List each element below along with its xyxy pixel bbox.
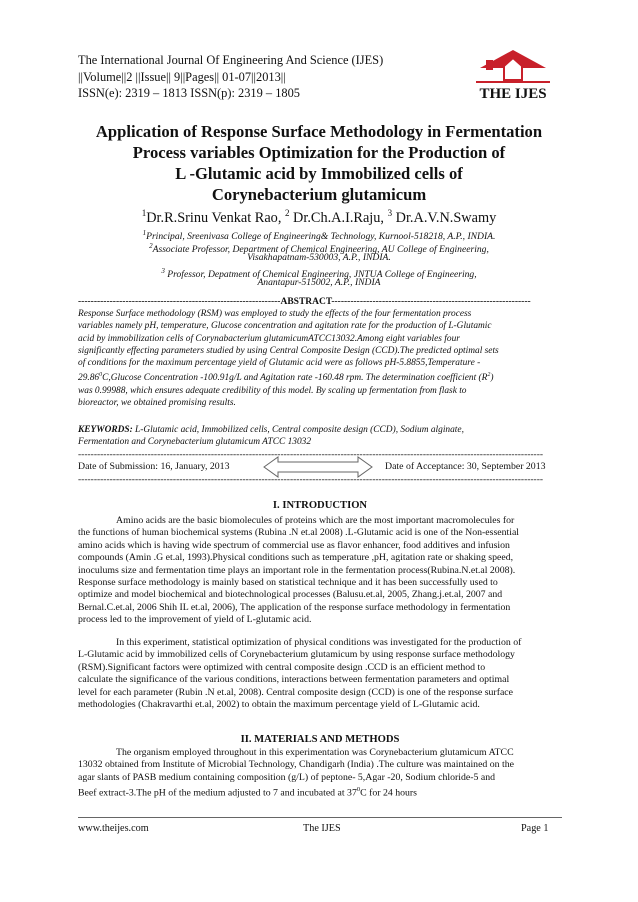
footer-rule — [78, 817, 562, 818]
affiliation-2-cont: Visakhapatnam-530003, A.P., INDIA. — [247, 252, 391, 263]
section-heading-introduction: I. INTRODUCTION — [272, 500, 368, 511]
title-line: L -Glutamic acid by Immobilized cells of — [175, 164, 463, 183]
ijes-logo — [466, 46, 560, 102]
date-submission: Date of Submission: 16, January, 2013 — [78, 461, 230, 472]
logo-text: THE IJES — [479, 86, 547, 102]
title-line: Application of Response Surface Methodology in Fermentation — [95, 122, 543, 141]
author-list: $^1$Dr.R.Srinu Venkat Rao, $^2$ Dr.Ch.A.I.Raju, $^3$ Dr.A.V.N.Swamy — [141, 208, 497, 226]
abstract-body: Response Surface methodology (RSM) was employed to study the effects of the four fermentation process variables namely pH, temperature, Glucose concentration and agitation rate for the production of L-Glutamic acid by immobilization cells of Corynabacterium glutamicumATCC13032.Among eight variables four significantly effecting parameters studied by using Central Composite Design (CCD).The predicted optimal sets of conditions for the maximum percentage yield of Glutamic acid were as follows pH-5.8855,Temperature - 29.86$^0$C,Glucose Concentration -100.91g/L and Agitation rate -160.48 rpm. The determination coefficient $(R^2)$ was 0.99988, which ensures adequate credibility of this model. By scaling up fermentation from flask to bioreactor, we obtained promising results. — [78, 309, 499, 409]
journal-issn: ISSN(e): 2319 – 1813 ISSN(p): 2319 – 1805 — [78, 86, 300, 100]
affiliation-1: $^1$Principal, Sreenivasa College of Engineering& Technology, Kurnool-518218, A.P., INDIA. — [142, 229, 496, 243]
footer-website[interactable]: www.theijes.com — [78, 823, 149, 834]
intro-paragraph-2: In this experiment, statistical optimization of physical conditions was investigated for the production of L-Glutamic acid by immobilized cells of Corynebacterium glutamicum by using response surface methodology (RSM).Significant factors were optimized with central composite design .CCD is an efficient method to calculate the significance of the various conditions, interactions between fermentation parameters and optimal level for each parameter (Rubin .N et.al, 2008). Central composite design (CCD) is one of the response surface methodologies (Chakravarthi et.al, 2002) to obtain the maximum percentage yield of L-Glutamic acid. — [78, 637, 522, 711]
affiliation-2: $^2$Associate Professor, Department of Chemical Engineering, AU College of Engineering, — [149, 241, 489, 255]
title-line: Corynebacterium glutamicum — [211, 185, 427, 204]
keywords: KEYWORDS: L-Glutamic acid, Immobilized cells, Central composite design (CCD), Sodium alginate, Fermentation and Corynebacterium glutamicum ATCC 13032 — [78, 425, 464, 448]
keywords-label: KEYWORDS: — [78, 425, 133, 435]
journal-name: The International Journal Of Engineering And Science (IJES) — [78, 53, 384, 67]
section-heading-materials-methods: II. MATERIALS AND METHODS — [240, 734, 400, 745]
journal-header — [78, 52, 383, 102]
author-name: Dr.R.Srinu Venkat Rao, — [146, 209, 285, 226]
divider: --------------------------------------------------------------------------------------------------------------------------------------------------- — [78, 450, 544, 460]
footer-journal: The IJES — [303, 823, 341, 834]
abstract-heading: ----------------------------------------------------------------ABSTRACT--------------------------------------------------------------- — [78, 297, 531, 307]
title-line: Process variables Optimization for the Production of — [132, 143, 506, 162]
affiliation-3-cont: Anantapur-515002, A.P., INDIA — [257, 277, 381, 288]
divider: --------------------------------------------------------------------------------------------------------------------------------------------------- — [78, 475, 544, 485]
author-name: Dr.Ch.A.I.Raju, — [289, 209, 388, 226]
paper-title — [60, 121, 578, 205]
methods-paragraph-1: The organism employed throughout in this experimentation was Corynebacterium glutamicum ATCC 13032 obtained from Institute of Microbial Technology, Chandigarh (India) .The culture was maintained on the agar slants of PASB medium containing composition (g/L) of peptone- 5,Agar -20, Sodium chloride-5 and Beef extract-3.The pH of the medium adjusted to 7 and incubated at $37^0C$ for 24 hours — [78, 747, 514, 799]
affiliation-3: $^3$ Professor, Depatment of Chemical Engineering, JNTUA College of Engineering, — [161, 266, 477, 280]
author-name: Dr.A.V.N.Swamy — [392, 209, 497, 226]
footer-page-number: Page 1 — [521, 823, 549, 834]
journal-volume: ||Volume||2 ||Issue|| 9||Pages|| 01-07||2013|| — [78, 69, 286, 84]
date-acceptance: Date of Acceptance: 30, September 2013 — [385, 461, 546, 472]
intro-paragraph-1: Amino acids are the basic biomolecules of proteins which are the most important macromolecules for the functions of human biochemical systems (Rubina .N et.al 2008) .L-Glutamic acid is one of the Non-essential amino acids which is having wide spectrum of commercial use as flavor enhancer, food additives and infusion compounds (Amin .G et.al, 1993).Physical conditions such as temperature ,pH, agitation rate or shaking speed, inoculums size and fermentation time plays an important role in the fermentation process(Rubina.N.et.al 2008). Response surface methodology is mainly based on statistical technique and it has been successfully used to optimize and model biochemical and biotechnological processes (Balusu.et.al, 2005, Zhang.j.et.al, 2007 and Bernal.C.et.al, 2006 Shih IL et.al, 2006), The application of the response surface methodology in fermentation process led to the improvement of yield of L-glutamic acid. — [78, 515, 520, 626]
